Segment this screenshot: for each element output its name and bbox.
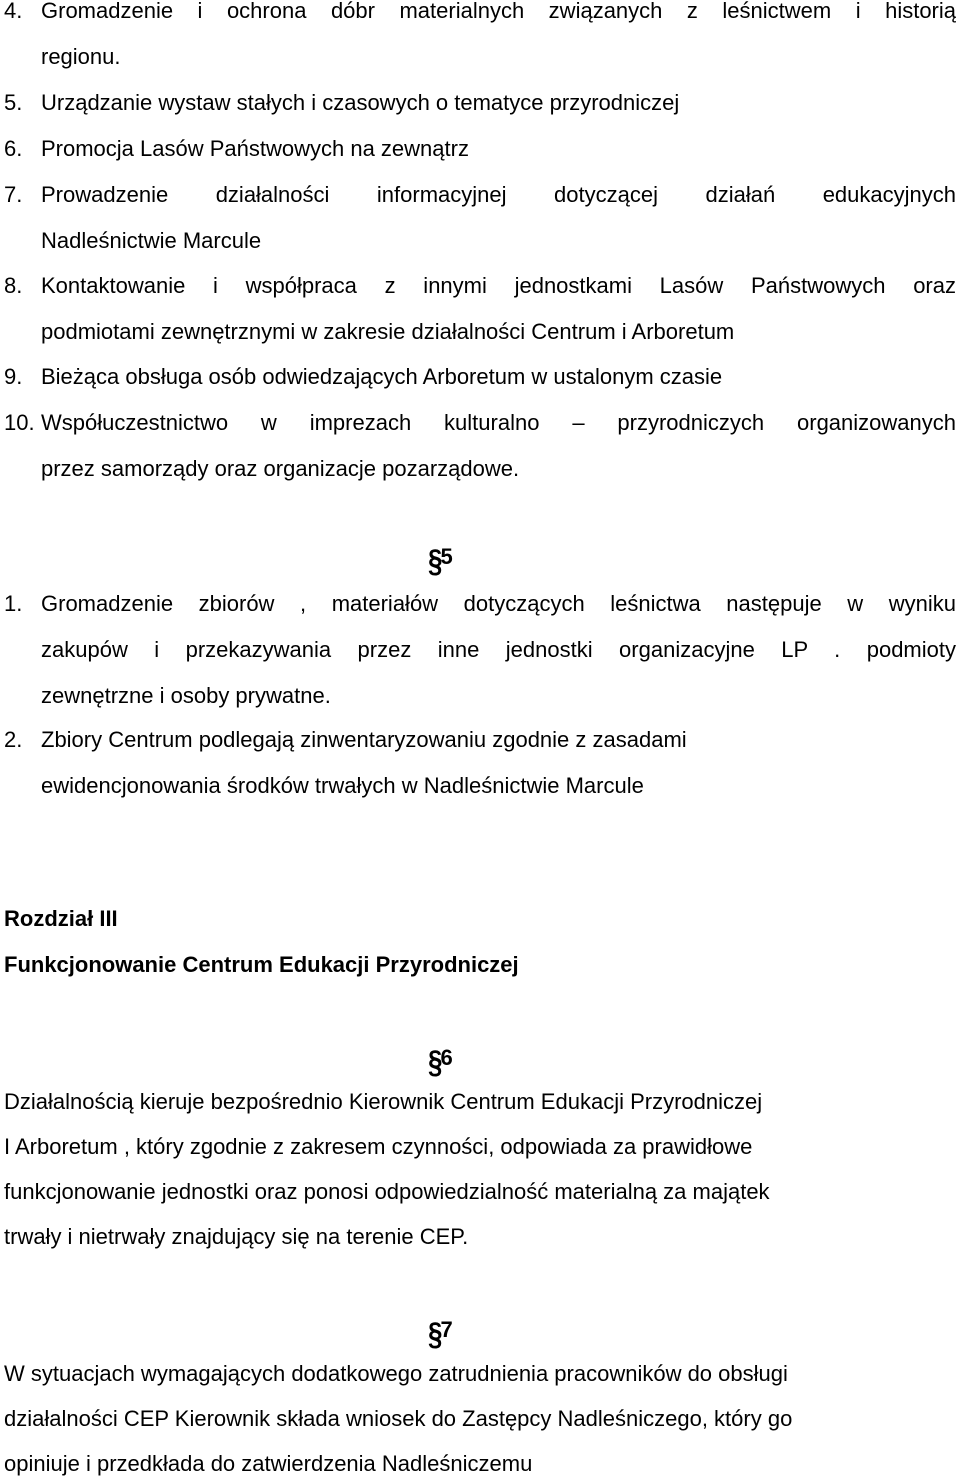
- list-number: 8.: [4, 273, 23, 298]
- list-text: ewidencjonowania środków trwałych w Nadleśnictwie Marcule: [41, 773, 644, 798]
- paragraph-line: I Arboretum , który zgodnie z zakresem czynności, odpowiada za prawidłowe: [4, 1134, 753, 1159]
- list-item: [4, 362, 956, 408]
- section-sign-icon: [428, 546, 440, 577]
- list-text: Zbiory Centrum podlegają zinwentaryzowaniu zgodnie z zasadami: [41, 727, 687, 752]
- list-item: [4, 134, 956, 180]
- list-item: [4, 271, 956, 363]
- list-number: 1.: [4, 591, 23, 616]
- list-text: Urządzanie wystaw stałych i czasowych o tematyce przyrodniczej: [41, 90, 680, 115]
- paragraph-line: działalności CEP Kierownik składa wniosek do Zastępcy Nadleśniczego, który go: [4, 1406, 793, 1431]
- list-item: [4, 589, 956, 727]
- list-text: Gromadzenie zbiorów , materiałów dotyczących leśnictwa następuje w wyniku: [41, 591, 956, 616]
- list-text: zewnętrzne i osoby prywatne.: [41, 683, 331, 708]
- list-number: 6.: [4, 136, 23, 161]
- paragraph-line: Działalnością kieruje bezpośrednio Kierownik Centrum Edukacji Przyrodniczej: [4, 1089, 763, 1114]
- section-sign-icon: [428, 1319, 440, 1350]
- list-text: przez samorządy oraz organizacje pozarządowe.: [41, 456, 520, 481]
- list-text: Bieżąca obsługa osób odwiedzających Arboretum w ustalonym czasie: [41, 364, 723, 389]
- list-text: Kontaktowanie i współpraca z innymi jednostkami Lasów Państwowych oraz: [41, 273, 956, 298]
- list-text: zakupów i przekazywania przez inne jednostki organizacyjne LP . podmioty: [41, 637, 956, 662]
- section-heading: [428, 1041, 453, 1072]
- list-text: Współuczestnictwo w imprezach kulturalno – przyrodniczych organizowanych: [41, 410, 956, 435]
- section-heading: [428, 540, 453, 571]
- list-number: 7.: [4, 182, 23, 207]
- list-item: [4, 725, 956, 817]
- chapter-subtitle: Funkcjonowanie Centrum Edukacji Przyrodniczej: [4, 952, 519, 977]
- list-number: 10.: [4, 410, 35, 435]
- chapter-title: Rozdział III: [4, 906, 118, 931]
- section-number: 7: [440, 1317, 453, 1342]
- paragraph-line: opiniuje i przedkłada do zatwierdzenia Nadleśniczemu: [4, 1451, 533, 1476]
- paragraph-line: funkcjonowanie jednostki oraz ponosi odpowiedzialność materialną za majątek: [4, 1179, 770, 1204]
- list-text: Promocja Lasów Państwowych na zewnątrz: [41, 136, 469, 161]
- list-text: Nadleśnictwie Marcule: [41, 228, 262, 253]
- section-number: 5: [440, 544, 453, 569]
- list-number: 4.: [4, 0, 23, 23]
- list-text: Gromadzenie i ochrona dóbr materialnych związanych z leśnictwem i historią: [41, 0, 956, 23]
- section-heading: [428, 1313, 453, 1344]
- list-item: [4, 180, 956, 272]
- list-text: podmiotami zewnętrznymi w zakresie działalności Centrum i Arboretum: [41, 319, 735, 344]
- list-text: regionu.: [41, 44, 121, 69]
- list-number: 2.: [4, 727, 23, 752]
- list-number: 5.: [4, 90, 23, 115]
- paragraph-line: W sytuacjach wymagających dodatkowego zatrudnienia pracowników do obsługi: [4, 1361, 788, 1386]
- section-number: 6: [440, 1045, 453, 1070]
- paragraph-line: trwały i nietrwały znajdujący się na terenie CEP.: [4, 1224, 469, 1249]
- list-text: Prowadzenie działalności informacyjnej dotyczącej działań edukacyjnych: [41, 182, 956, 207]
- list-number: 9.: [4, 364, 23, 389]
- list-item: [4, 88, 956, 134]
- list-item: [4, 408, 956, 500]
- section-sign-icon: [428, 1047, 440, 1078]
- list-item: [4, 0, 956, 88]
